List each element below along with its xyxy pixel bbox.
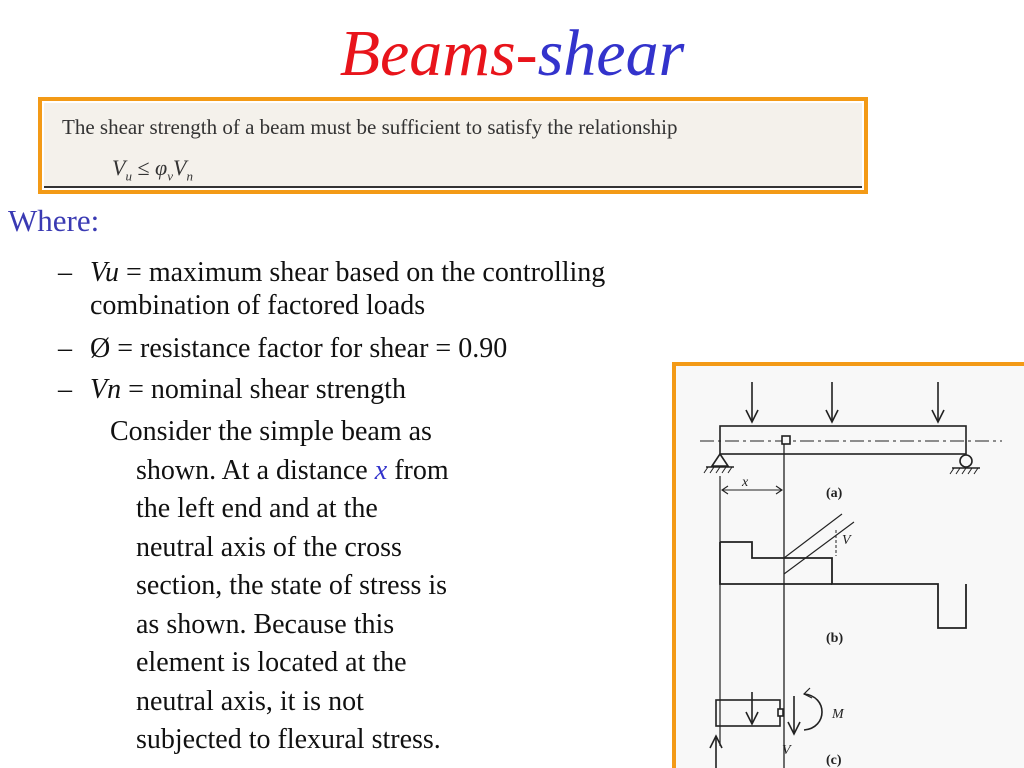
paragraph-line: the left end and at the <box>136 493 378 524</box>
pin-support <box>704 454 734 473</box>
figure-label-c: (c) <box>826 753 842 768</box>
load-arrow <box>746 382 758 422</box>
bullet-dash: – <box>58 374 72 405</box>
free-body-arrow <box>746 692 758 724</box>
page-title <box>0 14 1024 94</box>
paragraph-line: neutral axis, it is not <box>136 685 364 717</box>
moment-arrow-head <box>804 688 812 698</box>
explanation-paragraph <box>110 413 590 760</box>
free-body-segment <box>716 700 780 726</box>
where-label: Where: <box>8 203 100 238</box>
definition-phi: – Ø = resistance factor for shear = 0.90 <box>58 333 508 364</box>
title-part-shear: shear <box>537 17 685 90</box>
moment-arrow <box>804 694 822 730</box>
v2-label: V <box>782 743 791 758</box>
x-dimension <box>722 486 782 494</box>
paragraph-line: section, the state of stress is <box>136 570 448 601</box>
load-arrow <box>826 382 838 422</box>
roller-support <box>950 455 980 474</box>
definition-vu-text: maximum shear based on the controlling <box>148 257 606 288</box>
figure-label-b: (b) <box>826 631 844 646</box>
shear-strength-relation: $V_u \le \varphi_vV_n$ <box>112 155 193 184</box>
title-part-beams: Beams- <box>339 17 538 90</box>
x-label: x <box>742 475 749 490</box>
shear-strength-box <box>38 97 868 194</box>
bullet-dash: – <box>58 333 72 364</box>
shear-force-arrow <box>788 696 800 734</box>
paragraph-line: subjected to flexural stress. <box>136 724 441 755</box>
paragraph-line: as shown. Because this <box>136 608 395 640</box>
beam <box>720 426 966 454</box>
section-cut-marker <box>778 709 783 716</box>
symbol-vn: Vn <box>90 374 122 405</box>
shear-diagram <box>720 542 966 628</box>
paragraph-line: element is located at the <box>136 647 407 678</box>
v-label: V <box>842 533 851 548</box>
shear-strength-statement: The shear strength of a beam must be sufficient to satisfy the relationship <box>62 115 678 139</box>
definition-vn-text: nominal shear strength <box>150 374 406 405</box>
figure-label-a: (a) <box>826 486 843 501</box>
symbol-phi: Ø <box>90 333 111 364</box>
shear-hatch <box>784 514 842 558</box>
bullet-dash: – <box>58 257 72 288</box>
beam-shear-figure <box>672 362 1024 768</box>
beam-diagram <box>676 366 1024 768</box>
shear-hatch <box>784 522 854 574</box>
paragraph-line: shown. At a distance x from <box>136 454 449 486</box>
m-label: M <box>832 707 844 722</box>
definition-vn: – Vn = nominal shear strength <box>58 374 406 405</box>
definition-vu-continuation: combination of factored loads <box>90 290 426 321</box>
shear-diagram-baseline <box>720 542 832 584</box>
load-arrow <box>932 382 944 422</box>
stress-element <box>782 436 790 444</box>
shear-strength-scan <box>44 103 862 188</box>
paragraph-line: Consider the simple beam as <box>110 416 432 447</box>
definition-vu: – Vu = maximum shear based on the controlling combination of factored loads <box>58 256 838 322</box>
paragraph-line: neutral axis of the cross <box>136 531 402 563</box>
definition-phi-text: resistance factor for shear = 0.90 <box>140 333 508 364</box>
variable-x: x <box>374 454 388 486</box>
symbol-vu: Vu <box>90 257 120 288</box>
